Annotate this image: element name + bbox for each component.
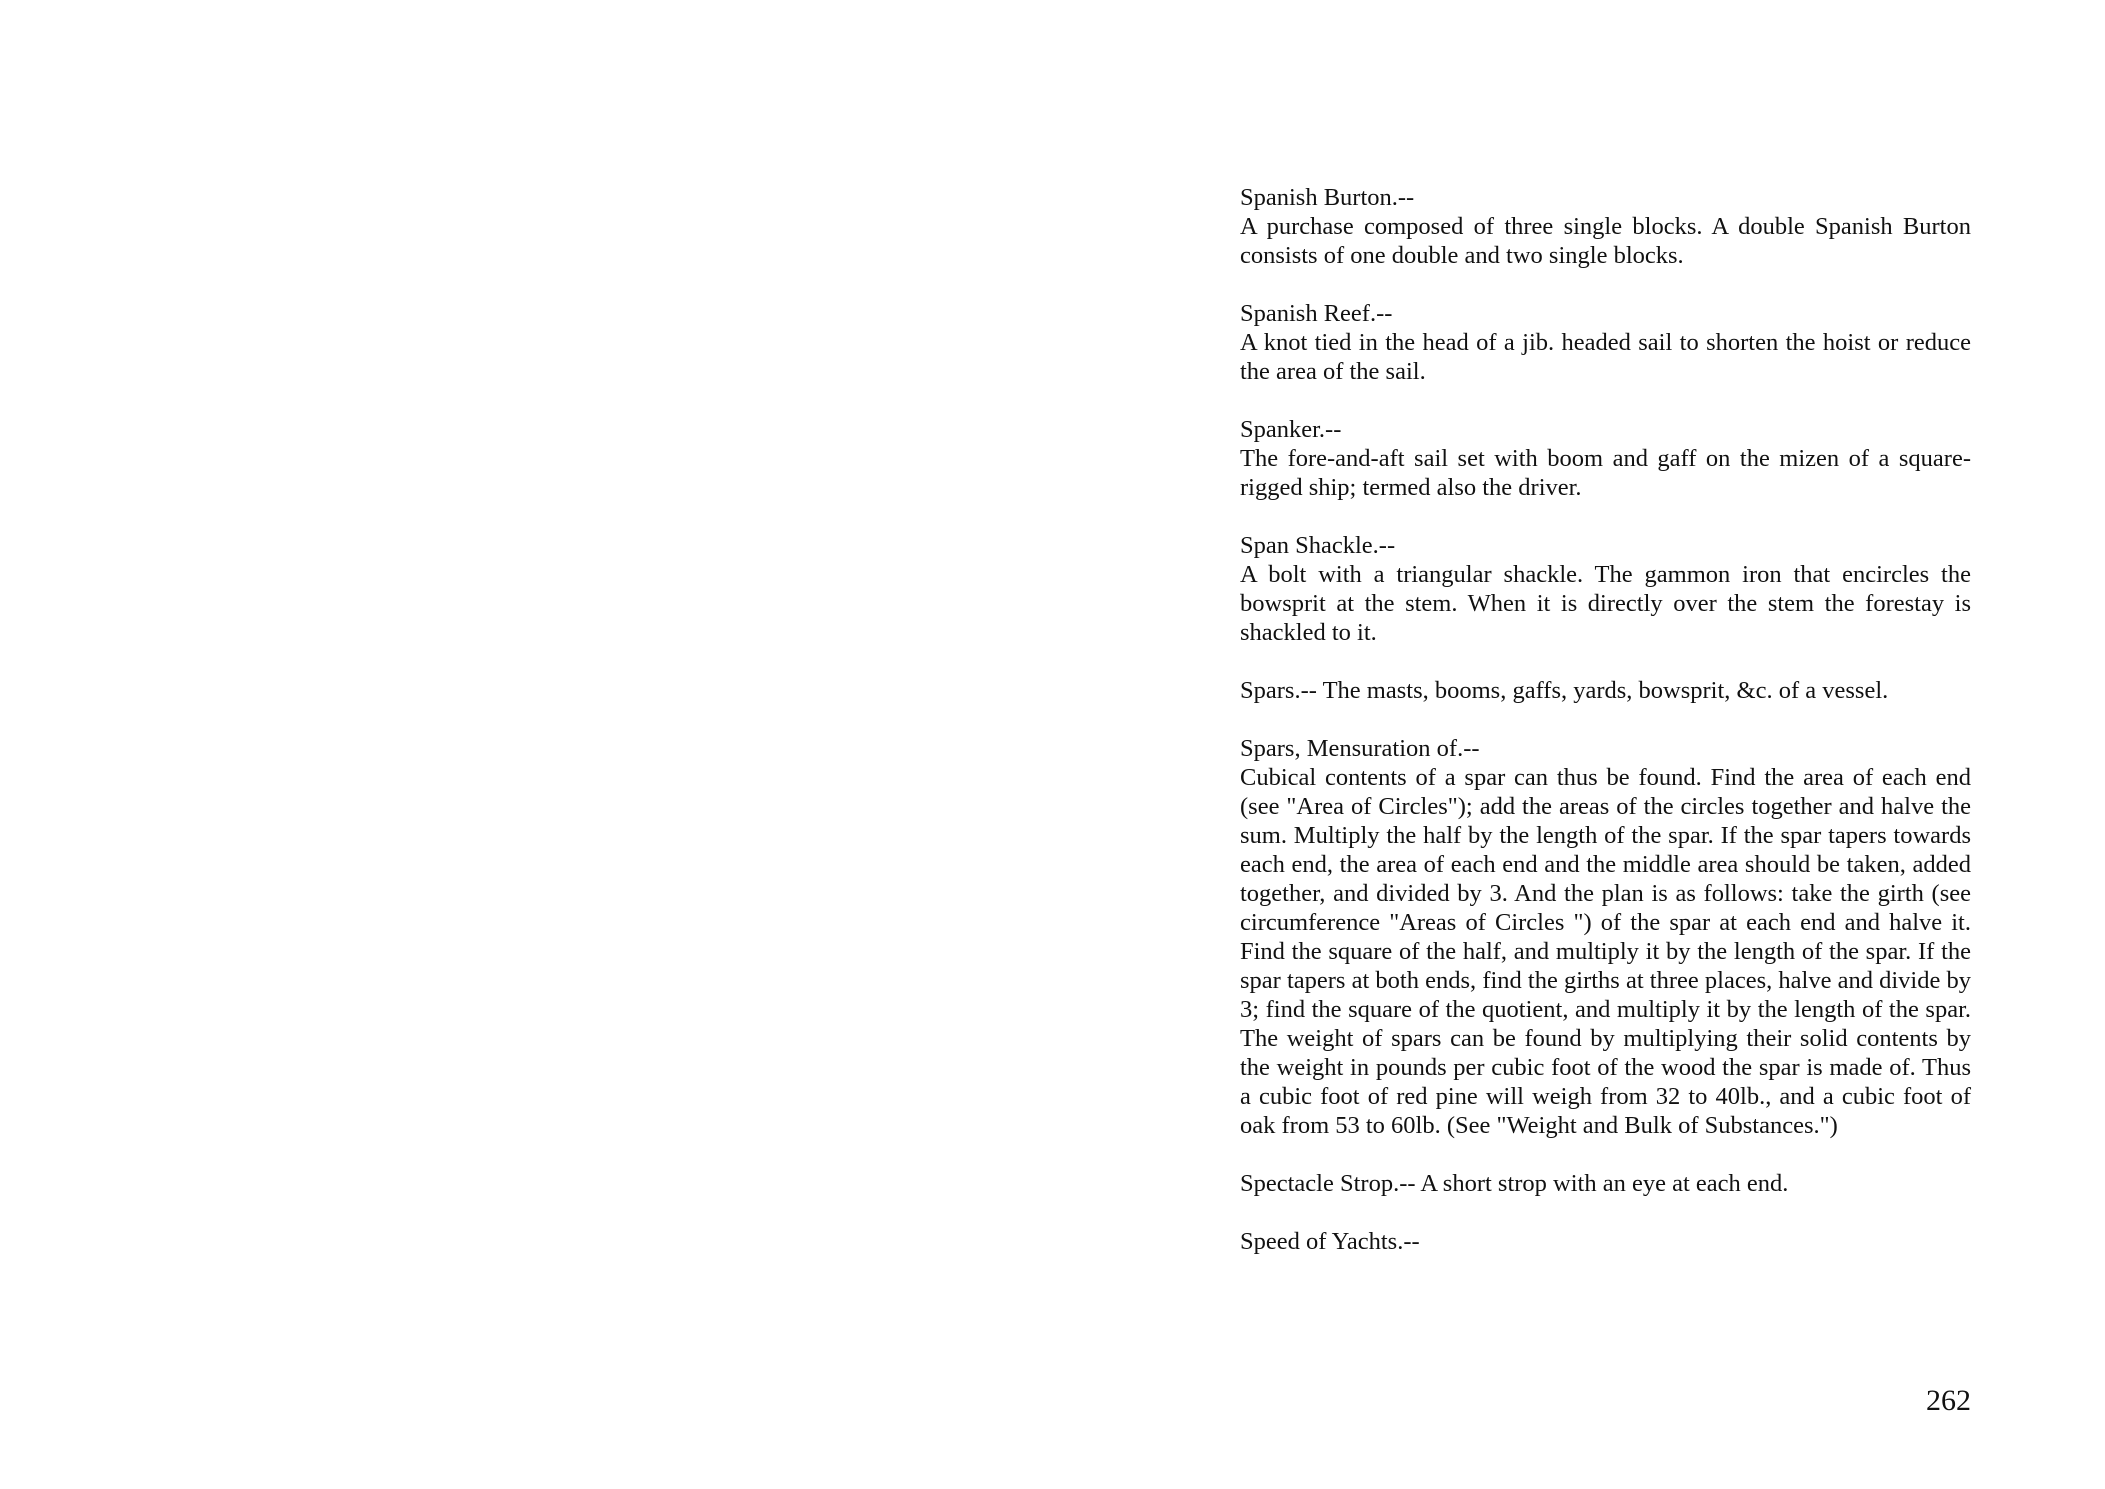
entry-spars-mensuration xyxy=(1240,734,1971,1140)
entry-definition: The masts, booms, gaffs, yards, bowsprit, &c. of a vessel. xyxy=(1322,677,1889,704)
entry-span-shackle xyxy=(1240,531,1971,647)
entry-spanker xyxy=(1240,415,1971,502)
entry-definition: The fore-and-aft sail set with boom and gaff on the mizen of a square-rigged ship; termed also the driver. xyxy=(1240,445,1971,501)
entry-definition: Cubical contents of a spar can thus be found. Find the area of each end (see "Area of Circles"); add the areas of the circles together and halve the sum. Multiply the half by the length of the spar. If the spar tapers towards each end, the area of each end and the middle area should be taken, added together, and divided by 3. And the plan is as follows: take the girth (see circumference "Areas of Circles ") of the spar at each end and halve it. Find the square of the half, and multiply it by the length of the spar. If the spar tapers at both ends, find the girths at three places, halve and divide by 3; find the square of the quotient, and multiply it by the length of the spar. The weight of spars can be found by multiplying their solid contents by the weight in pounds per cubic foot of the wood the spar is made of. Thus a cubic foot of red pine will weigh from 32 to 40lb., and a cubic foot of oak from 53 to 60lb. (See "Weight and Bulk of Substances.") xyxy=(1240,764,1971,1139)
entry-definition: A purchase composed of three single blocks. A double Spanish Burton consists of one double and two single blocks. xyxy=(1240,213,1971,269)
entry-term: Spanker.-- xyxy=(1240,416,1342,443)
page-number: 262 xyxy=(1926,1384,1971,1417)
entry-term: Span Shackle.-- xyxy=(1240,532,1396,559)
entry-speed-of-yachts xyxy=(1240,1227,1971,1256)
entry-term: Speed of Yachts.-- xyxy=(1240,1228,1420,1255)
entry-definition: A bolt with a triangular shackle. The gammon iron that encircles the bowsprit at the stem. When it is directly over the stem the forestay is shackled to it. xyxy=(1240,561,1971,646)
entry-definition: A short strop with an eye at each end. xyxy=(1420,1170,1789,1197)
text-column xyxy=(1240,183,1971,1285)
entry-term: Spars.-- xyxy=(1240,677,1317,704)
entry-spanish-burton xyxy=(1240,183,1971,270)
entry-term: Spars, Mensuration of.-- xyxy=(1240,735,1480,762)
entry-definition: A knot tied in the head of a jib. headed sail to shorten the hoist or reduce the area of the sail. xyxy=(1240,329,1971,385)
entry-term: Spanish Burton.-- xyxy=(1240,184,1415,211)
entry-term: Spectacle Strop.-- xyxy=(1240,1170,1416,1197)
entry-spars xyxy=(1240,676,1971,705)
entry-term: Spanish Reef.-- xyxy=(1240,300,1393,327)
entry-spectacle-strop xyxy=(1240,1169,1971,1198)
entry-spanish-reef xyxy=(1240,299,1971,386)
